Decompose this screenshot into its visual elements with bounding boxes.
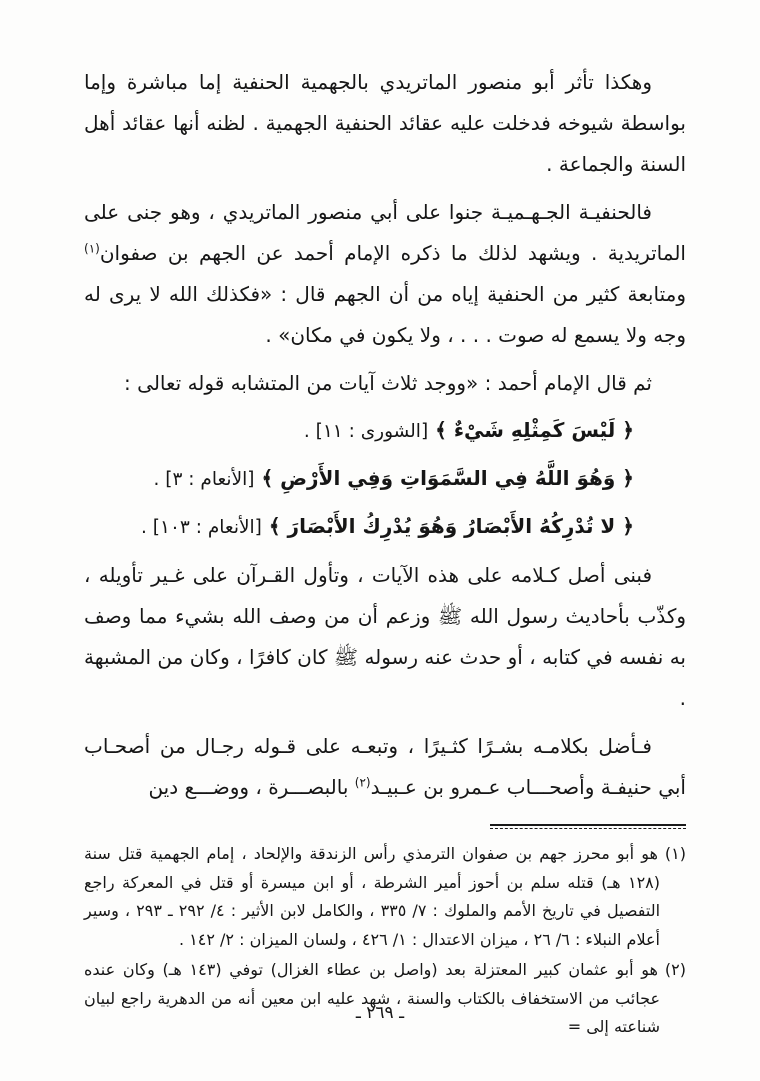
footnote-1-text: هو أبو محرز جهم بن صفوان الترمذي رأس الزندقة والإلحاد ، إمام الجهمية قتل سنة (١٢٨ هـ) قتله سلم بن أحوز أمير الشرطة ، أو ابن ميسرة أو قتل في المعركة راجع التفصيل في تاريخ الأمم والملوك : ٧/ ٣٣٥ ، والكامل لابن الأثير : ٤/ ٢٩٢ ـ ٢٩٣ ، وسير أعلام النبلاء : ٦/ ٢٦ ، ميزان الاعتدال : ١/ ٤٢٦ ، ولسان الميزان : ٢/ ١٤٢ . xyxy=(84,844,661,949)
verse-line-anaam-103 xyxy=(84,503,686,551)
verse-line-anaam-3 xyxy=(84,455,686,503)
verse-text: ﴿ لا تُدْرِكُهُ الأَبْصَارُ وَهُوَ يُدْرِكُ الأَبْصَارَ ﴾ xyxy=(261,514,634,538)
footnote-2-marker: (٢) xyxy=(664,960,687,979)
footnote-marker-2-sup: (٢) xyxy=(354,775,371,790)
paragraph-imam-ahmad-quote: ثم قال الإمام أحمد : «ووجد ثلاث آيات من المتشابه قوله تعالى : xyxy=(124,371,652,395)
footnote-1 xyxy=(84,840,686,954)
footnote-2-text: هو أبو عثمان كبير المعتزلة بعد (واصل بن عطاء الغزال) توفي (١٤٣ هـ) وكان عنده عجائب من الاستخفاف بالكتاب والسنة ، شهد عليه ابن معين أنه من الدهرية راجع لبيان شناعته إلى = xyxy=(84,960,660,1036)
text-segment: فـأضل بكلامـه بشـرًا كثـيرًا ، وتبعـه على قـوله رجـال من أصحـاب أبي حنيفـة وأصحـــاب عـمرو بن عـبيـد xyxy=(84,734,686,799)
footnote-separator-line xyxy=(490,824,686,829)
verse-text: ﴿ لَيْسَ كَمِثْلِهِ شَيْءٌ ﴾ xyxy=(428,418,634,442)
text-segment: بالبصـــرة ، ووضـــع دين xyxy=(148,775,355,799)
paragraph-followers xyxy=(84,726,686,808)
footnote-2 xyxy=(84,956,686,1042)
page-number: ـ ٢٦٩ ـ xyxy=(355,1003,405,1023)
text-segment: فالحنفيـة الجـهـميـة جنوا على أبي منصور الماتريدي ، وهو جنى على الماتريدية . ويشهد لذلك ما ذكره الإمام أحمد عن الجهم بن صفوان xyxy=(84,200,686,265)
verse-text: ﴿ وَهُوَ اللَّهُ فِي السَّمَوَاتِ وَفِي الأَرْضِ ﴾ xyxy=(254,466,634,490)
paragraph-tawil: فبنى أصل كـلامه على هذه الآيات ، وتأول القـرآن على غـير تأويله ، وكذّب بأحاديث رسول الله ﷺ وزعم أن من وصف الله بشيء مما وصف به نفسه في كتابه ، أو حدث عنه رسوله ﷺ كان كافرًا ، وكان من المشبهة . xyxy=(84,563,686,710)
verse-reference: [الشورى : ١١] . xyxy=(303,421,429,442)
paragraph-intro: وهكذا تأثر أبو منصور الماتريدي بالجهمية الحنفية إما مباشرة وإما بواسطة شيوخه فدخلت عليه عقائد الحنفية الجهمية . لظنه أنها عقائد أهل السنة والجماعة . xyxy=(84,70,686,176)
footnote-marker-1-sup: (١) xyxy=(84,241,100,256)
text-segment: ومتابعة كثير من الحنفية إياه من أن الجهم قال : «فكذلك الله لا يرى له وجه ولا يسمع له صوت . . . ، ولا يكون في مكان» . xyxy=(84,282,686,347)
quran-verses-block xyxy=(84,407,686,551)
verse-line-shura-11 xyxy=(84,407,686,455)
verse-reference: [الأنعام : ٣] . xyxy=(153,469,255,490)
verse-reference: [الأنعام : ١٠٣] . xyxy=(141,517,262,538)
paragraph-hanafiyya-jahmiyya xyxy=(84,192,686,356)
footnote-1-marker: (١) xyxy=(664,844,686,863)
